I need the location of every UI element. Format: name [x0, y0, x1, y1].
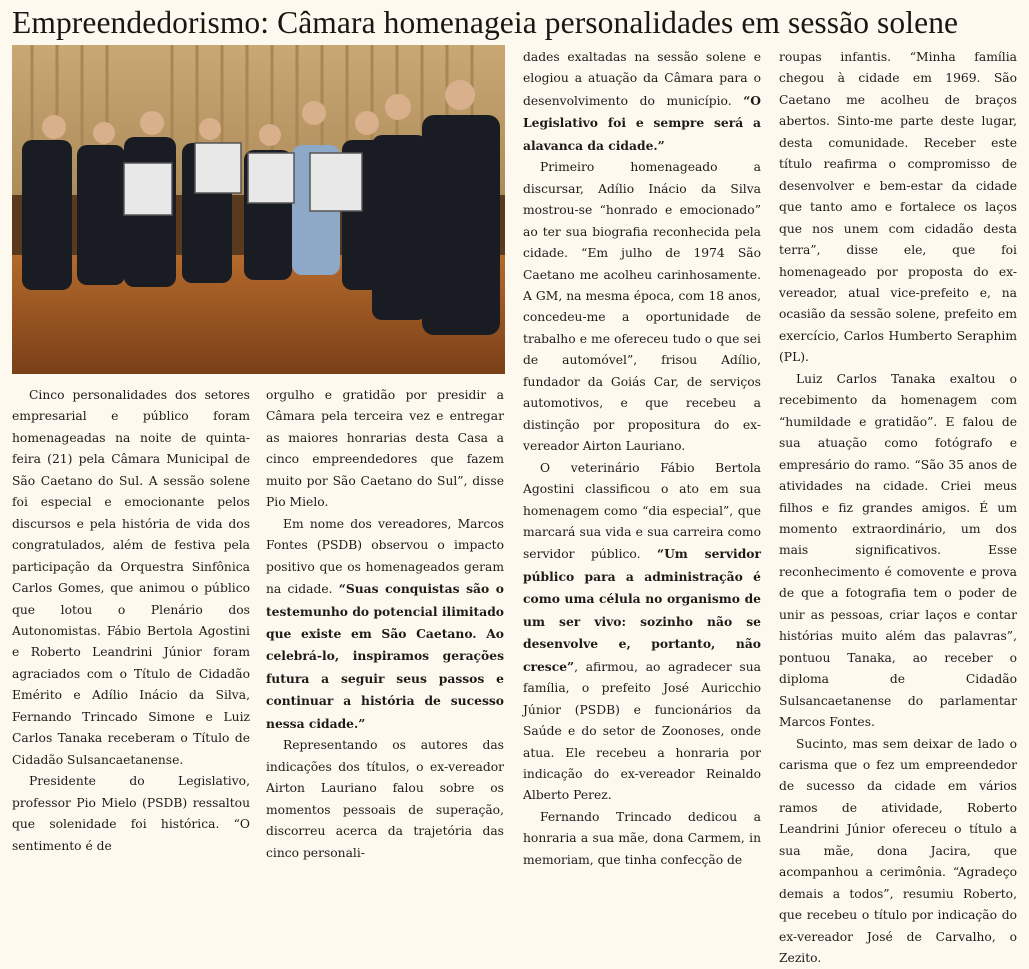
- article-paragraph: [12, 385, 250, 771]
- article-headline: Empreendedorismo: Câmara homenageia personalidades em sessão solene: [12, 4, 1022, 42]
- article-paragraph: [266, 514, 504, 736]
- paragraph-text: Luiz Carlos Tanaka exaltou o recebimento da homenagem com “humildade e gratidão”. E falou de sua atuação como fotógrafo e empresário do ramo. “São 35 anos de atividades na cidade. Criei meus filhos e fiz grandes amigos. É um momento extraordinário, um dos mais significativos. Esse reconhecimento é comovente e prova de que a fotografia tem o poder de unir as pessoas, criar laços e contar histórias muito além das palavras”, pontuou Tanaka, ao receber o diploma de Cidadão Sulsancaetanense do parlamentar Marcos Fontes.: [779, 372, 1017, 729]
- article-paragraph: [523, 47, 761, 157]
- paragraph-text: dades exaltadas na sessão solene e elogiou a atuação da Câmara para o desenvolvimento do município.: [523, 50, 761, 108]
- article-paragraph: [266, 735, 504, 864]
- paragraph-text: Presidente do Legislativo, professor Pio Mielo (PSDB) ressaltou que solenidade foi histórica. “O sentimento é de: [12, 774, 250, 852]
- paragraph-text: Em nome dos vereadores, Marcos Fontes (PSDB) observou o impacto positivo que os homenageados geram na cidade.: [266, 517, 504, 596]
- article-column-2: [266, 385, 504, 864]
- article-paragraph: [523, 458, 761, 807]
- bold-quote: “Suas conquistas são o testemunho do potencial ilimitado que existe em São Caetano. Ao celebrá-lo, inspiramos gerações futura a seguir seus passos e continuar a história de sucesso nessa cidade.”: [266, 581, 504, 731]
- ceremony-photo: [12, 45, 505, 374]
- paragraph-text: , afirmou, ao agradecer sua família, o prefeito José Auricchio Júnior (PSDB) e funcionários da Saúde e do setor de Zoonoses, onde atua. Ele recebeu a honraria por indicação do ex-vereador Reinaldo Alberto Perez.: [523, 660, 761, 803]
- article-paragraph: [266, 385, 504, 514]
- paragraph-text: roupas infantis. “Minha família chegou à cidade em 1969. São Caetano me acolheu de braços abertos. Sinto-me parte deste lugar, desta comunidade. Receber este título reafirma o compromisso de desenvolver e bem-estar da cidade que tanto amo e fortalece os laços que nos unem com cidadão desta terra”, disse ele, que foi homenageado por proposta do ex-vereador, atual vice-prefeito e, na ocasião da sessão solene, prefeito em exercício, Carlos Humberto Seraphim (PL).: [779, 50, 1017, 364]
- article-column-1: [12, 385, 250, 857]
- article-paragraph: [779, 369, 1017, 734]
- article-paragraph: [779, 734, 1017, 969]
- article-column-3: [523, 47, 761, 871]
- paragraph-text: Sucinto, mas sem deixar de lado o carisma que o fez um empreendedor de sucesso da cidade em vários ramos de atividade, Roberto Leandrini Júnior ofereceu o título a sua mãe, dona Jacira, que acompanhou a cerimônia. “Agradeço demais a todos”, resumiu Roberto, que recebeu o título por indicação do ex-vereador José de Carvalho, o Zezito.: [779, 737, 1017, 966]
- article-paragraph: [523, 157, 761, 457]
- paragraph-text: Representando os autores das indicações dos títulos, o ex-vereador Airton Lauriano falou sobre os momentos pessoais de superação, discorreu acerca da trajetória das cinco personali-: [266, 738, 504, 859]
- paragraph-text: Fernando Trincado dedicou a honraria a sua mãe, dona Carmem, in memoriam, que tinha confecção de: [523, 810, 761, 867]
- paragraph-text: O veterinário Fábio Bertola Agostini classificou o ato em sua homenagem como “dia especial”, que marcará sua vida e sua carreira como servidor público.: [523, 461, 761, 562]
- article-paragraph: [523, 807, 761, 871]
- paragraph-text: orgulho e gratidão por presidir a Câmara pela terceira vez e entregar as maiores honrarias desta Casa a cinco empreendedores que fazem muito por São Caetano do Sul”, disse Pio Mielo.: [266, 388, 504, 509]
- article-paragraph: [779, 47, 1017, 369]
- article-paragraph: [12, 771, 250, 857]
- paragraph-text: Cinco personalidades dos setores empresarial e público foram homenageadas na noite de quinta-feira (21) pela Câmara Municipal de São Caetano do Sul. A sessão solene foi especial e emocionante pelos discursos e pela história de vida dos congratulados, além de festiva pela participação da Orquestra Sinfônica Carlos Gomes, que animou o público que lotou o Plenário dos Autonomistas. Fábio Bertola Agostini e Roberto Leandrini Júnior foram agraciados com o Título de Cidadão Emérito e Adílio Inácio da Silva, Fernando Trincado Simone e Luiz Carlos Tanaka receberam o Título de Cidadão Sulsancaetanense.: [12, 388, 250, 767]
- bold-quote: “Um servidor público para a administração é como uma célula no organismo de um ser vivo: sozinho não se desenvolve e, portanto, não cresce”: [523, 546, 761, 673]
- bold-quote: “O Legislativo foi e sempre será a alavanca da cidade.”: [523, 93, 761, 153]
- paragraph-text: Primeiro homenageado a discursar, Adílio Inácio da Silva mostrou-se “honrado e emocionado” ao ter sua biografia reconhecida pela cidade. “Em julho de 1974 São Caetano me acolheu carinhosamente. A GM, na mesma época, com 18 anos, concedeu-me a oportunidade de trabalho e me ofereceu tudo o que sei de automóvel”, frisou Adílio, fundador da Goiás Car, de serviços automotivos, e que recebeu a distinção por propositura do ex-vereador Airton Lauriano.: [523, 160, 761, 453]
- article-column-4: [779, 47, 1017, 969]
